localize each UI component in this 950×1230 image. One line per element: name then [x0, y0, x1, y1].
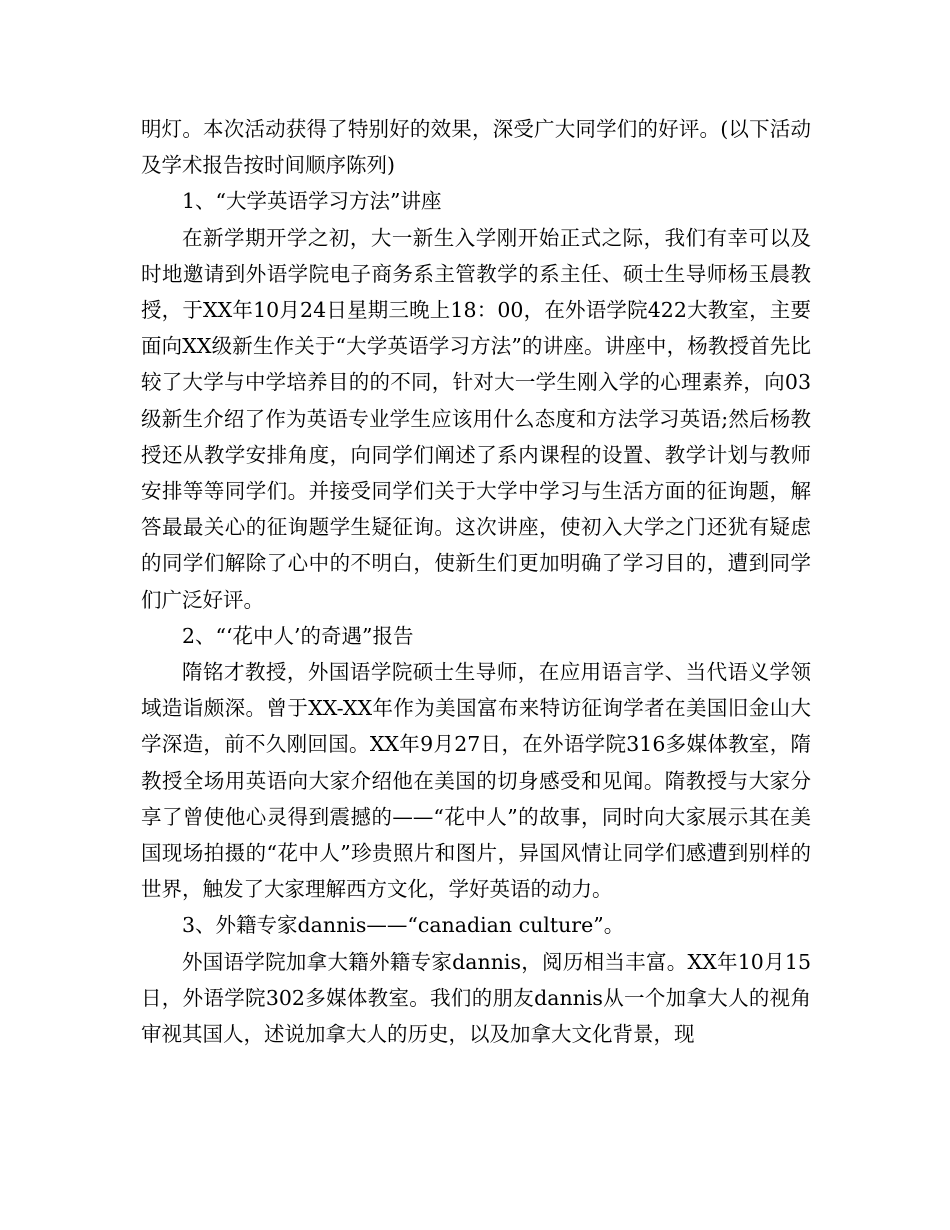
paragraph-lecture-2: 隋铭才教授，外国语学院硕士生导师，在应用语言学、当代语义学领域造诣颇深。曾于XX-XX年作为美国富布来特访征询学者在美国旧金山大学深造，前不久刚回国。XX年9月27日，在外语学院316多媒体教室，隋教授全场用英语向大家介绍他在美国的切身感受和见闻。隋教授与大家分享了曾使他心灵得到震撼的——“花中人”的故事，同时向大家展示其在美国现场拍摄的“花中人”珍贵照片和图片，异国风情让同学们感遭到别样的世界，触发了大家理解西方文化，学好英语的动力。: [141, 660, 811, 902]
section-heading-2: 2、“‘花中人’的奇遇”报告: [182, 623, 414, 648]
document-page: [141, 111, 811, 1052]
paragraph-continuation: 明灯。本次活动获得了特别好的效果，深受广大同学们的好评。(以下活动及学术报告按时间顺序陈列): [141, 117, 811, 178]
section-heading-3: 3、外籍专家dannis——“canadian culture”。: [182, 913, 625, 938]
paragraph-lecture-3: 外国语学院加拿大籍外籍专家dannis，阅历相当丰富。XX年10月15日，外语学院302多媒体教室。我们的朋友dannis从一个加拿大人的视角审视其国人，述说加拿大人的历史，以及加拿大文化背景，现: [141, 949, 811, 1047]
section-heading-1: 1、“大学英语学习方法”讲座: [182, 189, 442, 214]
paragraph-lecture-1: 在新学期开学之初，大一新生入学刚开始正式之际，我们有幸可以及时地邀请到外语学院电子商务系主管教学的系主任、硕士生导师杨玉晨教授，于XX年10月24日星期三晚上18：00，在外语学院422大教室，主要面向XX级新生作关于“大学英语学习方法”的讲座。讲座中，杨教授首先比较了大学与中学培养目的的不同，针对大一学生刚入学的心理素养，向03级新生介绍了作为英语专业学生应该用什么态度和方法学习英语;然后杨教授还从教学安排角度，向同学们阐述了系内课程的设置、教学计划与教师安排等等同学们。并接受同学们关于大学中学习与生活方面的征询题，解答最最关心的征询题学生疑征询。这次讲座，使初入大学之门还犹有疑虑的同学们解除了心中的不明白，使新生们更加明确了学习目的，遭到同学们广泛好评。: [141, 225, 811, 612]
